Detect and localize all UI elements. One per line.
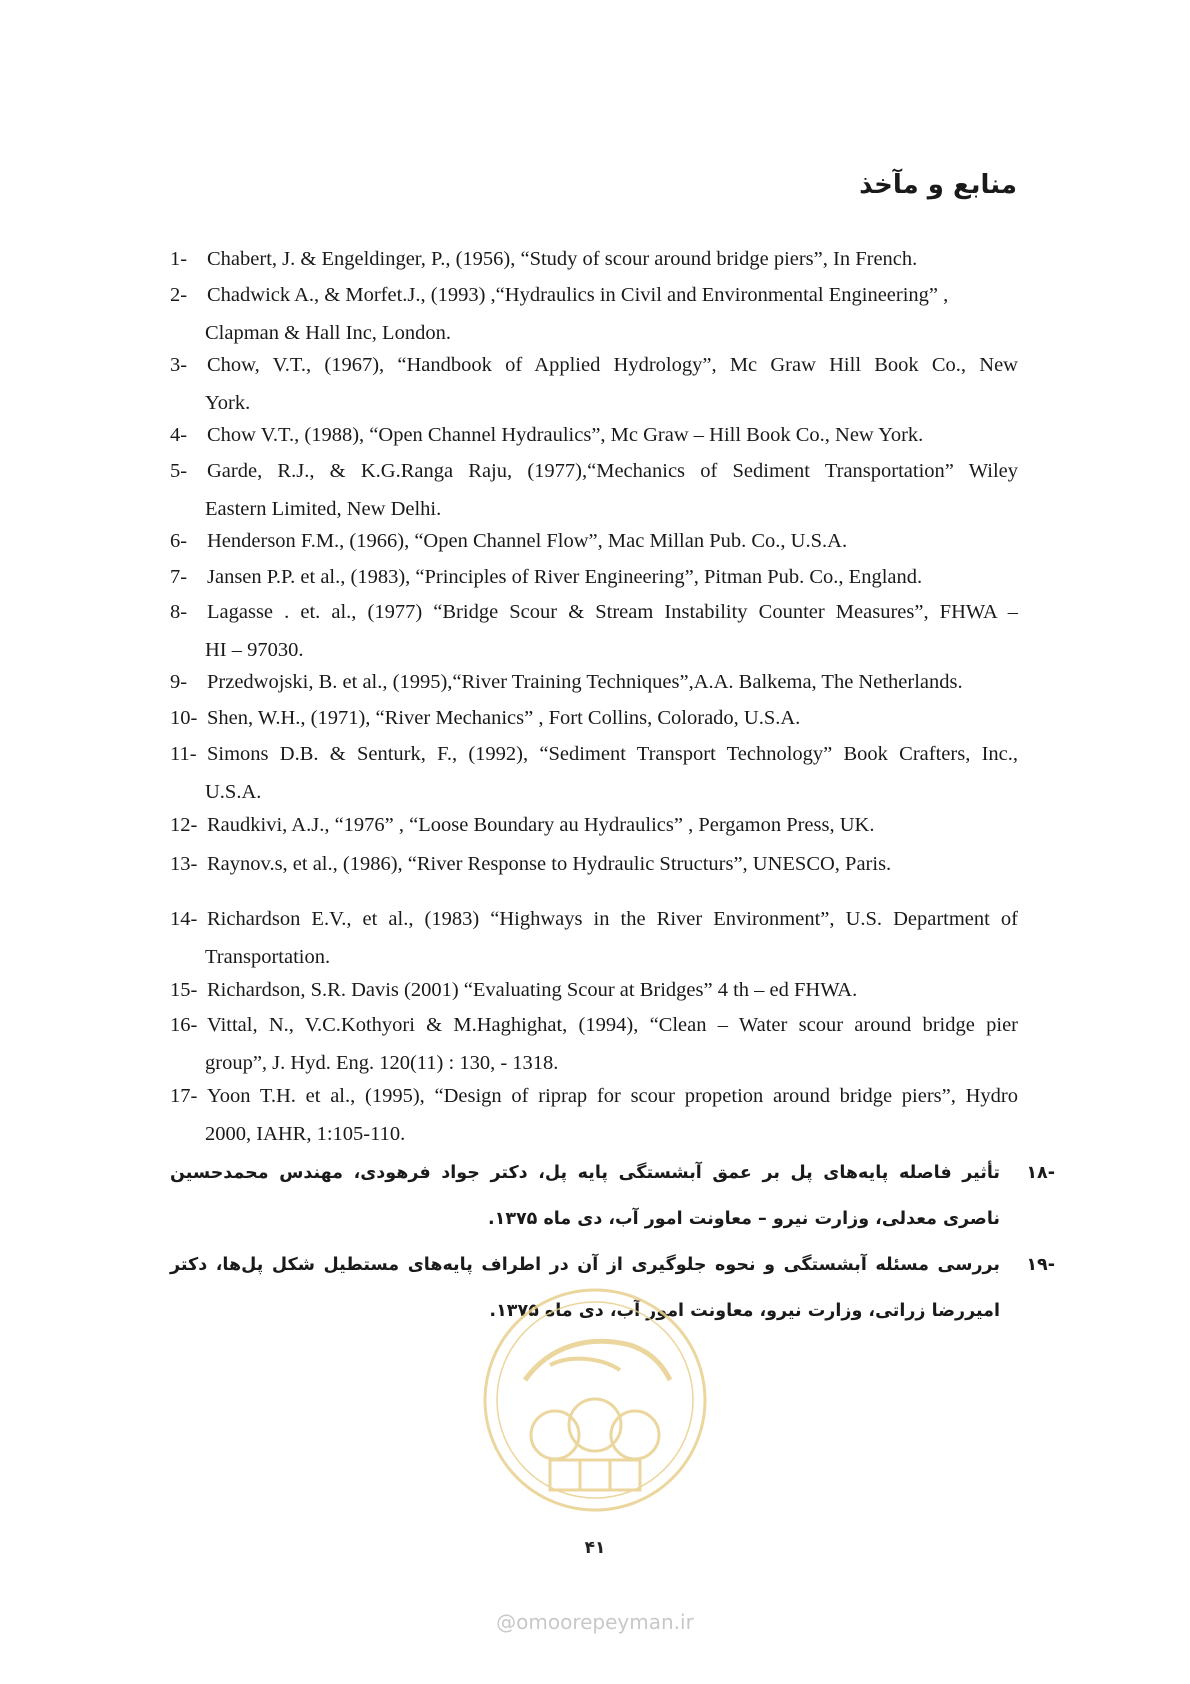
reference-text: Simons D.B. & Senturk, F., (1992), “Sediment Transport Technology” Book Crafters, Inc.,: [207, 743, 1018, 765]
reference-number: 9-: [170, 671, 188, 693]
reference-text: Jansen P.P. et al., (1983), “Principles of River Engineering”, Pitman Pub. Co., England.: [207, 566, 923, 588]
reference-number: 14-: [170, 908, 198, 930]
reference-text: تأثیر فاصله پایه‌های پل بر عمق آبشستگی پایه پل، دکتر جواد فرهودی، مهندس محمدحسین ناصری معدلی، وزارت نیرو – معاونت امور آب، دی ماه ۱۳۷۵.: [170, 1163, 1000, 1229]
reference-text: Yoon T.H. et al., (1995), “Design of riprap for scour propetion around bridge piers”, Hydro: [207, 1085, 1018, 1107]
reference-text-continued: Eastern Limited, New Delhi.: [205, 498, 442, 520]
reference-item: [170, 735, 1018, 811]
reference-number: 6-: [170, 530, 188, 552]
reference-text-continued: York.: [205, 392, 251, 414]
reference-text: Vittal, N., V.C.Kothyori & M.Haghighat, (1994), “Clean – Water scour around bridge pier: [207, 1014, 1018, 1036]
reference-text: Richardson E.V., et al., (1983) “Highways in the River Environment”, U.S. Department of: [207, 908, 1018, 930]
reference-text-continued: HI – 97030.: [205, 639, 304, 661]
reference-item: [170, 276, 1018, 352]
page-number: ۴۱: [584, 1538, 606, 1558]
reference-number: 4-: [170, 424, 188, 446]
reference-text: Chow V.T., (1988), “Open Channel Hydraulics”, Mc Graw – Hill Book Co., New York.: [207, 424, 924, 446]
reference-text: Chow, V.T., (1967), “Handbook of Applied Hydrology”, Mc Graw Hill Book Co., New: [207, 354, 1018, 376]
reference-item: [170, 900, 1018, 976]
reference-text: بررسی مسئله آبشستگی و نحوه جلوگیری از آن در اطراف پایه‌های مستطیل شکل پل‌ها، دکتر امیررضا زراتی، وزارت نیرو، معاونت امور آب، دی ماه ۱۳۷۵.: [170, 1255, 1000, 1321]
reference-text: Raudkivi, A.J., “1976” , “Loose Boundary au Hydraulics” , Pergamon Press, UK.: [207, 814, 875, 836]
reference-number: 13-: [170, 853, 198, 875]
page-title: منابع و مآخذ: [859, 170, 1017, 200]
reference-text: Garde, R.J., & K.G.Ranga Raju, (1977),“Mechanics of Sediment Transportation” Wiley: [207, 460, 1018, 482]
reference-item: [170, 1077, 1018, 1153]
reference-text: Chadwick A., & Morfet.J., (1993) ,“Hydraulics in Civil and Environmental Engineering” ,: [207, 284, 949, 306]
reference-text-continued: Clapman & Hall Inc, London.: [205, 322, 451, 344]
reference-item: [170, 240, 1018, 278]
reference-item: [170, 971, 1018, 1009]
reference-number: 5-: [170, 460, 188, 482]
persian-reference-item: [170, 1150, 1055, 1242]
reference-number: 10-: [170, 707, 198, 729]
reference-number: 16-: [170, 1014, 198, 1036]
reference-text: Chabert, J. & Engeldinger, P., (1956), “Study of scour around bridge piers”, In French.: [207, 248, 918, 270]
reference-item: [170, 416, 1018, 454]
reference-item: [170, 522, 1018, 560]
reference-text: Lagasse . et. al., (1977) “Bridge Scour & Stream Instability Counter Measures”, FHWA –: [207, 601, 1018, 623]
reference-number: 12-: [170, 814, 198, 836]
watermark-seal-logo: [480, 1285, 710, 1515]
reference-number: 7-: [170, 566, 188, 588]
reference-item: [170, 663, 1018, 701]
reference-number: 1-: [170, 248, 188, 270]
reference-item: [170, 806, 1018, 844]
reference-number: -۱۸: [1026, 1163, 1055, 1183]
reference-item: [170, 1006, 1018, 1082]
reference-text-continued: 2000, IAHR, 1:105-110.: [205, 1123, 406, 1145]
reference-text: Henderson F.M., (1966), “Open Channel Flow”, Mac Millan Pub. Co., U.S.A.: [207, 530, 848, 552]
reference-number: 11-: [170, 743, 197, 765]
watermark-text: @omoorepeyman.ir: [496, 1610, 694, 1634]
reference-item: [170, 558, 1018, 596]
reference-item: [170, 346, 1018, 422]
reference-text: Richardson, S.R. Davis (2001) “Evaluating Scour at Bridges” 4 th – ed FHWA.: [207, 979, 858, 1001]
reference-item: [170, 845, 1018, 883]
reference-number: 17-: [170, 1085, 198, 1107]
reference-item: [170, 452, 1018, 528]
reference-item: [170, 593, 1018, 669]
reference-number: 2-: [170, 284, 188, 306]
reference-number: 8-: [170, 601, 188, 623]
reference-number: 15-: [170, 979, 198, 1001]
reference-number: -۱۹: [1026, 1255, 1055, 1275]
reference-number: 3-: [170, 354, 188, 376]
reference-text-continued: group”, J. Hyd. Eng. 120(11) : 130, - 1318.: [205, 1052, 559, 1074]
reference-text: Przedwojski, B. et al., (1995),“River Training Techniques”,A.A. Balkema, The Netherlands.: [207, 671, 963, 693]
reference-text: Raynov.s, et al., (1986), “River Response to Hydraulic Structurs”, UNESCO, Paris.: [207, 853, 892, 875]
reference-text-continued: U.S.A.: [205, 781, 262, 803]
reference-text: Shen, W.H., (1971), “River Mechanics” , Fort Collins, Colorado, U.S.A.: [207, 707, 801, 729]
reference-item: [170, 699, 1018, 737]
reference-text-continued: Transportation.: [205, 946, 331, 968]
